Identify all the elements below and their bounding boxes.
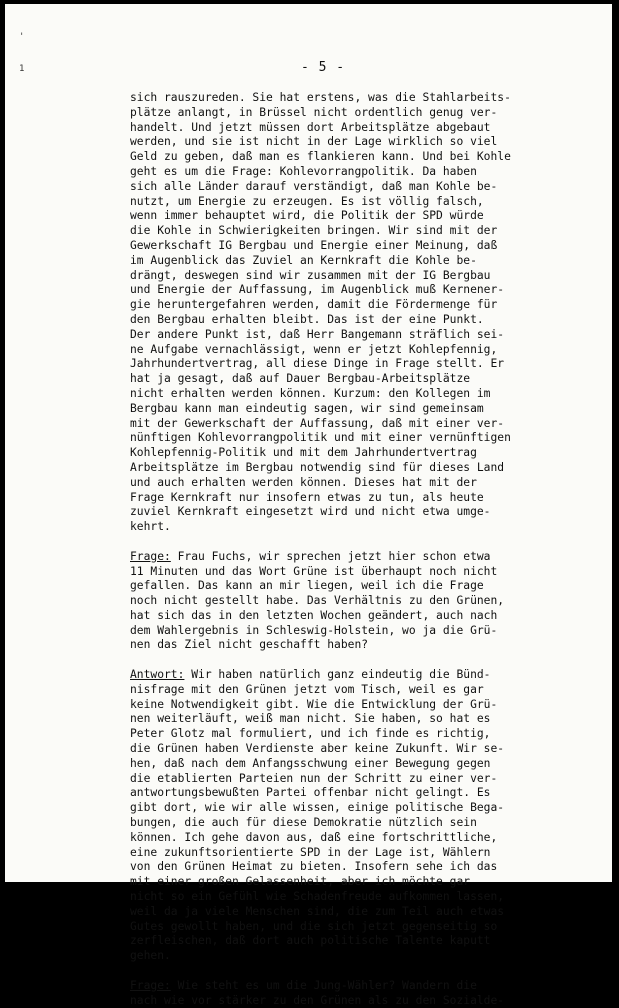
- line-text: antwortungsbewußten Partei offenbar nicht gelingt. Es: [130, 786, 491, 800]
- text-line: [130, 683, 530, 698]
- text-line: [130, 180, 530, 195]
- paragraph: [130, 979, 530, 1008]
- line-text: nutzt, um Energie zu erzeugen. Es ist völlig falsch,: [130, 194, 484, 208]
- text-line: [130, 609, 530, 624]
- paragraph: [130, 550, 530, 654]
- text-line: [130, 298, 530, 313]
- line-text: Wir haben natürlich ganz eindeutig die Bünd-: [184, 668, 491, 682]
- line-text: hen, daß nach dem Anfangsschwung einer Bewegung gegen: [130, 756, 491, 770]
- text-line: [130, 446, 530, 461]
- paragraph-gap: [130, 535, 530, 550]
- text-line: [130, 431, 530, 446]
- line-text: Der andere Punkt ist, daß Herr Bangemann sträflich sei-: [130, 327, 505, 341]
- line-text: handelt. Und jetzt müssen dort Arbeitsplätze abgebaut: [130, 120, 491, 134]
- text-line: [130, 224, 530, 239]
- line-text: zerfleischen, daß dort auch politische Talente kaputt: [130, 934, 491, 948]
- line-text: gefallen. Das kann an mir liegen, weil ich die Frage: [130, 579, 484, 593]
- text-line: [130, 712, 530, 727]
- text-line: [130, 786, 530, 801]
- text-line: [130, 491, 530, 506]
- line-text: weil da ja viele Menschen sind, die zum Teil auch etwas: [130, 904, 505, 918]
- text-line: [130, 283, 530, 298]
- text-line: [130, 698, 530, 713]
- line-text: Geld zu geben, daß man es flankieren kann. Und bei Kohle: [130, 150, 511, 164]
- text-line: [130, 579, 530, 594]
- text-line: [130, 461, 530, 476]
- line-text: wenn immer behauptet wird, die Politik der SPD würde: [130, 209, 484, 223]
- margin-mark-top: ': [19, 32, 25, 42]
- text-line: [130, 121, 530, 136]
- text-line: [130, 209, 530, 224]
- text-line: [130, 269, 530, 284]
- line-text: den Bergbau erhalten bleibt. Das ist der eine Punkt.: [130, 312, 484, 326]
- line-text: Gewerkschaft IG Bergbau und Energie einer Meinung, daß: [130, 238, 498, 252]
- line-text: Frau Fuchs, wir sprechen jetzt hier schon etwa: [170, 549, 491, 563]
- text-line: [130, 979, 530, 994]
- line-text: sich alle Länder darauf verständigt, daß man Kohle be-: [130, 179, 498, 193]
- text-line: [130, 890, 530, 905]
- text-line: [130, 357, 530, 372]
- paragraph-gap: [130, 964, 530, 979]
- text-line: [130, 668, 530, 683]
- text-line: [130, 757, 530, 772]
- line-text: mit einer großen Gelassenheit, aber ich möchte gar: [130, 875, 471, 889]
- text-line: [130, 150, 530, 165]
- line-text: nünftigen Kohlevorrangpolitik und mit einer vernünftigen: [130, 431, 511, 445]
- text-line: [130, 772, 530, 787]
- line-text: nach wie vor stärker zu den Grünen als zu den Sozialde-: [130, 993, 505, 1007]
- text-line: [130, 949, 530, 964]
- line-text: hat ja gesagt, daß auf Dauer Bergbau-Arbeitsplätze: [130, 372, 471, 386]
- text-line: [130, 417, 530, 432]
- text-line: [130, 328, 530, 343]
- text-line: [130, 565, 530, 580]
- line-text: und auch erhalten werden können. Dieses hat mit der: [130, 475, 477, 489]
- line-text: die etablierten Parteien nun der Schritt zu einer ver-: [130, 771, 498, 785]
- line-text: dem Wahlergebnis in Schleswig-Holstein, wo ja die Grü-: [130, 623, 498, 637]
- line-text: Jahrhundertvertrag, all diese Dinge in Frage stellt. Er: [130, 357, 505, 371]
- line-text: 11 Minuten und das Wort Grüne ist überhaupt noch nicht: [130, 564, 498, 578]
- text-line: [130, 239, 530, 254]
- line-text: Kohlepfennig-Politik und mit dem Jahrhundertvertrag: [130, 446, 477, 460]
- text-line: [130, 875, 530, 890]
- line-text: keine Notwendigkeit gibt. Wie die Entwicklung der Grü-: [130, 697, 498, 711]
- paragraph-gap: [130, 653, 530, 668]
- text-line: [130, 343, 530, 358]
- line-text: gehen.: [130, 949, 171, 963]
- page-number: - 5 -: [301, 60, 346, 75]
- text-line: [130, 387, 530, 402]
- line-text: die Kohle in Schwierigkeiten bringen. Wir sind mit der: [130, 224, 498, 238]
- line-text: Wie steht es um die Jung-Wähler? Wandern die: [170, 978, 477, 992]
- line-text: nicht so ein Gefühl wie Schadenfreude aufkommen lassen,: [130, 890, 505, 904]
- text-line: [130, 801, 530, 816]
- line-text: Bergbau kann man eindeutig sagen, wir sind gemeinsam: [130, 401, 484, 415]
- paragraph: [130, 668, 530, 964]
- text-line: [130, 831, 530, 846]
- text-line: [130, 594, 530, 609]
- text-line: [130, 934, 530, 949]
- line-text: noch nicht gestellt habe. Das Verhältnis zu den Grünen,: [130, 594, 505, 608]
- line-text: zuviel Kernkraft eingesetzt wird und nicht etwa umge-: [130, 505, 491, 519]
- line-text: Peter Glotz mal formuliert, und ich finde es richtig,: [130, 727, 491, 741]
- text-line: [130, 106, 530, 121]
- line-text: nicht erhalten werden können. Kurzum: den Kollegen im: [130, 386, 491, 400]
- line-text: geht es um die Frage: Kohlevorrangpolitik. Da haben: [130, 164, 477, 178]
- line-text: nen weiterläuft, weiß man nicht. Sie haben, so hat es: [130, 712, 491, 726]
- text-line: [130, 402, 530, 417]
- speaker-label: Frage:: [130, 549, 171, 563]
- speaker-label: Frage:: [130, 978, 171, 992]
- text-line: [130, 905, 530, 920]
- text-line: [130, 195, 530, 210]
- line-text: bungen, die auch für diese Demokratie nützlich sein: [130, 816, 477, 830]
- text-line: [130, 505, 530, 520]
- text-line: [130, 846, 530, 861]
- text-line: [130, 638, 530, 653]
- text-line: [130, 624, 530, 639]
- line-text: eine zukunftsorientierte SPD in der Lage ist, Wählern: [130, 845, 491, 859]
- line-text: im Augenblick das Zuviel an Kernkraft die Kohle be-: [130, 253, 477, 267]
- line-text: gie heruntergefahren werden, damit die Fördermenge für: [130, 298, 498, 312]
- line-text: nisfrage mit den Grünen jetzt vom Tisch, weil es gar: [130, 682, 484, 696]
- line-text: werden, und sie ist nicht in der Lage wirklich so viel: [130, 135, 498, 149]
- line-text: kehrt.: [130, 520, 171, 534]
- line-text: hat sich das in den letzten Wochen geändert, auch nach: [130, 608, 498, 622]
- line-text: die Grünen haben Verdienste aber keine Zukunft. Wir se-: [130, 742, 505, 756]
- document-page: [5, 4, 612, 1007]
- text-line: [130, 313, 530, 328]
- text-line: [130, 476, 530, 491]
- line-text: mit der Gewerkschaft der Auffassung, daß mit einer ver-: [130, 416, 505, 430]
- line-text: Frage Kernkraft nur insofern etwas zu tun, als heute: [130, 490, 484, 504]
- text-line: [130, 254, 530, 269]
- speaker-label: Antwort:: [130, 668, 185, 682]
- line-text: nen das Ziel nicht geschafft haben?: [130, 638, 369, 652]
- text-line: [130, 550, 530, 565]
- text-line: [130, 860, 530, 875]
- text-line: [130, 920, 530, 935]
- body-text: [130, 91, 530, 1008]
- text-line: [130, 91, 530, 106]
- text-line: [130, 727, 530, 742]
- line-text: ne Aufgabe vernachlässigt, wenn er jetzt Kohlepfennig,: [130, 342, 498, 356]
- line-text: können. Ich gehe davon aus, daß eine fortschrittliche,: [130, 830, 498, 844]
- line-text: Gutes gewollt haben, und die sich jetzt gegenseitig so: [130, 919, 498, 933]
- text-line: [130, 135, 530, 150]
- text-line: [130, 165, 530, 180]
- line-text: Arbeitsplätze im Bergbau notwendig sind für dieses Land: [130, 460, 505, 474]
- margin-mark-left: 1: [19, 64, 25, 74]
- line-text: von den Grünen Heimat zu bieten. Insofern sehe ich das: [130, 860, 498, 874]
- line-text: und Energie der Auffassung, im Augenblick muß Kernener-: [130, 283, 505, 297]
- text-line: [130, 372, 530, 387]
- line-text: plätze anlangt, in Brüssel nicht ordentlich genug ver-: [130, 105, 498, 119]
- text-line: [130, 816, 530, 831]
- text-line: [130, 994, 530, 1008]
- line-text: drängt, deswegen sind wir zusammen mit der IG Bergbau: [130, 268, 491, 282]
- text-line: [130, 742, 530, 757]
- paragraph: [130, 91, 530, 535]
- text-line: [130, 520, 530, 535]
- line-text: sich rauszureden. Sie hat erstens, was die Stahlarbeits-: [130, 91, 511, 104]
- line-text: gibt dort, wie wir alle wissen, einige politische Bega-: [130, 801, 505, 815]
